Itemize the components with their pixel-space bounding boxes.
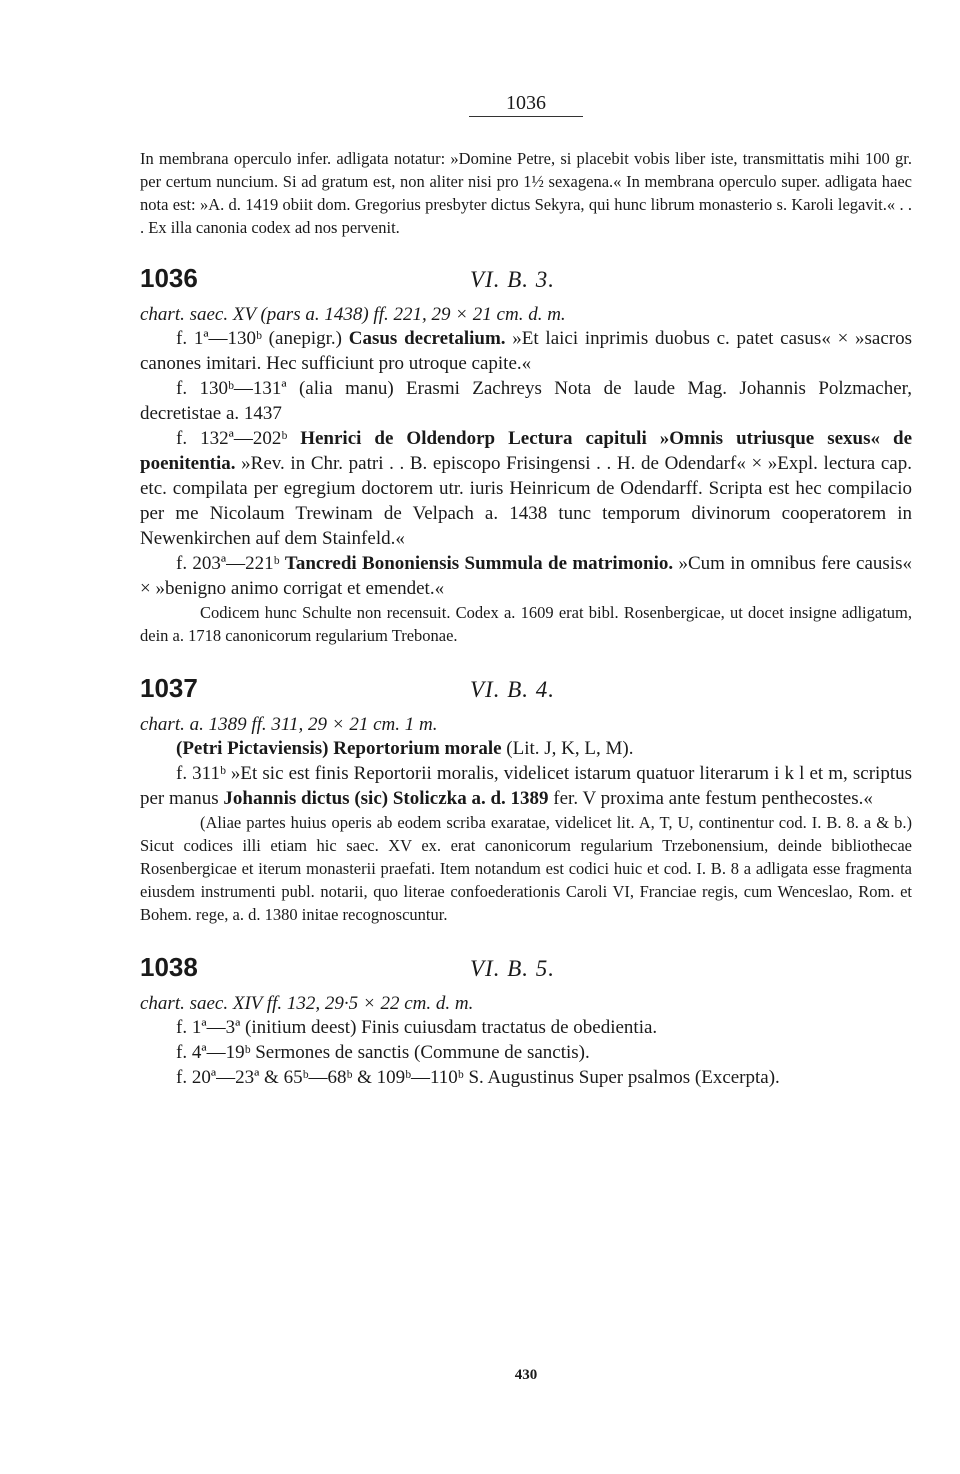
item-text: f. 311ᵇ »Et sic est finis Reportorii moralis, videlicet istarum quatuor literarum i k l et m, scriptus per manus	[140, 763, 912, 809]
item-title: Henrici de Oldendorp Lectura capituli »Omnis utriusque sexus« de poenitentia.	[140, 428, 913, 474]
entry-number: 1037	[140, 673, 198, 703]
entry-note: (Aliae partes huius operis ab eodem scriba exaratae, videlicet lit. A, T, U, continentur cod. I. B. 8. a & b.) Sicut codices illi etiam hic saec. XV ex. erat canonicorum regularium Trzebonensium, deinde bibliothecae Rosenbergicae et iterum monasterii praefati. Item notandum est codici huic et cod. I. B. 8 a adligata esse fragmenta eiusdem instrumenti publ. notarii, quo literae confoederationis Caroli VI, Franciae regis, cum Wenceslao, Rom. et Bohem. rege, a. d. 1380 initae recognoscuntur.	[140, 813, 912, 924]
entry-heading	[140, 952, 912, 983]
content-item	[140, 1040, 912, 1065]
content-item	[140, 736, 912, 761]
item-title: (Petri Pictaviensis) Reportorium morale	[176, 738, 502, 759]
entry-1036	[140, 263, 912, 647]
content-item	[140, 326, 912, 376]
item-title: Tancredi Bononiensis Summula de matrimonio.	[284, 553, 674, 574]
content-item	[140, 376, 912, 426]
content-item	[140, 761, 912, 811]
item-text: f. 130ᵇ—131ª (alia manu) Erasmi Zachreys Nota de laude Mag. Johannis Polzmacher, decretistae a. 1437	[140, 378, 912, 424]
item-text: (Lit. J, K, L, M).	[501, 738, 634, 759]
content-item	[140, 1065, 912, 1090]
content-item	[140, 426, 912, 551]
physical-description: chart. saec. XIV ff. 132, 29·5 × 22 cm. d. m.	[140, 993, 474, 1014]
running-head-rule	[469, 116, 583, 117]
item-text: fer. V proxima ante festum penthecostes.«	[548, 788, 873, 809]
entry-1037	[140, 673, 912, 926]
physical-description: chart. saec. XV (pars a. 1438) ff. 221, 29 × 21 cm. d. m.	[140, 304, 566, 325]
item-text: »Rev. in Chr. patri . . B. episcopo Frisingensi . . H. de Odendarf« × »Expl. lectura cap. etc. compilata per egregium doctorem utr. iuris Heinricum de Odendarff. Scripta est hec compilacio per me Nicolaum Trewinam de Velpach a. 1438 tunc temporum divinorum cooperatorem in Newenkirchen auf dem Stainfeld.«	[140, 453, 912, 549]
item-text: f. 20ª—23ª & 65ᵇ—68ᵇ & 109ᵇ—110ᵇ S. Augustinus Super psalmos (Excerpta).	[176, 1067, 780, 1088]
item-text: »Et laici inprimis duobus c. patet casus« × »sacros canones imitari. Hec sufficiunt pro utroque capite.«	[140, 328, 913, 374]
catalog-page	[140, 0, 913, 1383]
page-number: 430	[514, 1367, 538, 1383]
item-text: f. 132ª—202ᵇ	[176, 428, 301, 449]
shelfmark: VI. B. 4.	[470, 677, 556, 702]
entry-1038	[140, 952, 912, 1090]
content-item	[140, 551, 912, 601]
running-head: 1036	[506, 92, 546, 114]
shelfmark: VI. B. 3.	[470, 267, 556, 292]
content-item	[140, 1015, 912, 1040]
entry-heading	[140, 673, 912, 704]
provenance-paragraph: In membrana operculo infer. adligata notatur: »Domine Petre, si placebit vobis liber iste, transmittatis mihi 100 gr. per certum nuncium. Si ad gratum est, non aliter nisi pro 1½ sexagena.« In membrana operculo super. adligata haec nota est: »A. d. 1419 obiit dom. Gregorius presbyter dictus Sekyra, qui hunc librum monasterio s. Karoli legavit.« . . . Ex illa canonia codex ad nos pervenit.	[140, 149, 912, 237]
entry-number: 1036	[140, 263, 198, 293]
item-text: f. 203ª—221ᵇ	[176, 553, 285, 574]
physical-description: chart. a. 1389 ff. 311, 29 × 21 cm. 1 m.	[140, 714, 438, 735]
item-text: f. 1ª—130ᵇ (anepigr.)	[176, 328, 349, 349]
entry-heading	[140, 263, 912, 294]
item-text: f. 1ª—3ª (initium deest) Finis cuiusdam tractatus de obedientia.	[176, 1017, 658, 1038]
entry-number: 1038	[140, 952, 198, 982]
shelfmark: VI. B. 5.	[470, 956, 556, 981]
item-text: f. 4ª—19ᵇ Sermones de sanctis (Commune de sanctis).	[176, 1042, 590, 1063]
item-title: Casus decretalium.	[348, 328, 506, 349]
entry-note: Codicem hunc Schulte non recensuit. Codex a. 1609 erat bibl. Rosenbergicae, ut docet insigne adligatum, dein a. 1718 canonicorum regularium Trebonae.	[140, 603, 912, 645]
item-title: Johannis dictus (sic) Stoliczka a. d. 1389	[223, 788, 549, 809]
item-text: »Cum in omnibus fere causis« × »benigno animo corrigat et emendet.«	[140, 553, 912, 599]
